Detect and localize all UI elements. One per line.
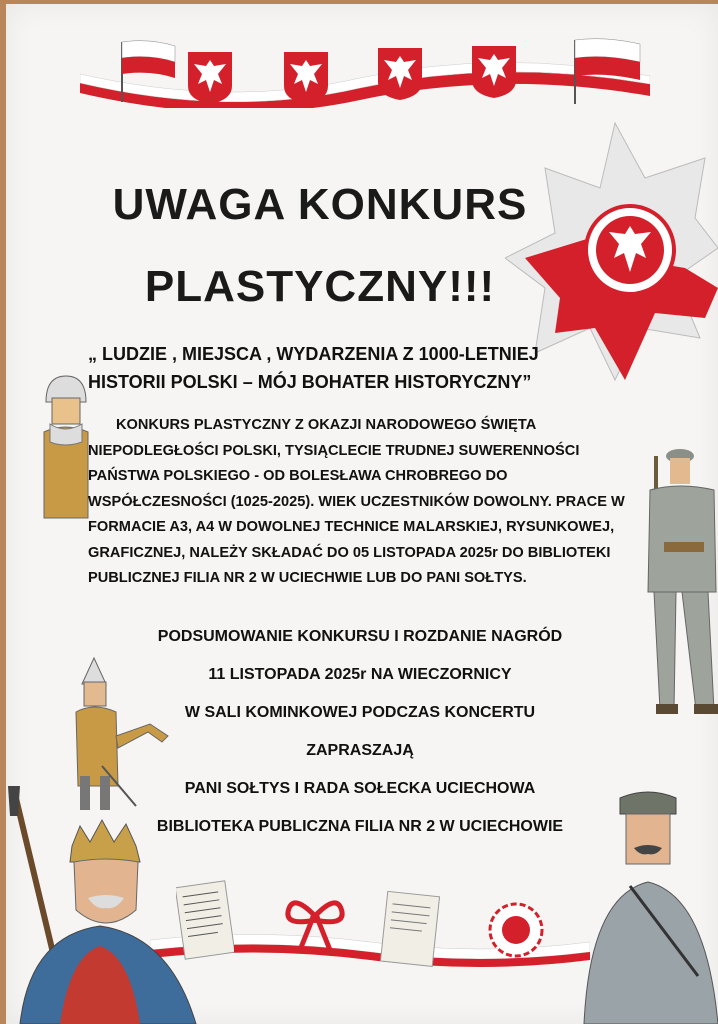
eagle-emblem bbox=[376, 46, 424, 100]
rosette-icon bbox=[488, 902, 544, 958]
ribbon-bow bbox=[282, 892, 348, 954]
summary-line-2: 11 LISTOPADA 2025r NA WIECZORNICY bbox=[208, 666, 512, 683]
marshal-figure bbox=[580, 786, 718, 1024]
knight-figure bbox=[40, 372, 90, 524]
flag-banner bbox=[80, 36, 650, 108]
contest-theme: „ LUDZIE , MIEJSCA , WYDARZENIA Z 1000-LETNIEJ HISTORII POLSKI – MÓJ BOHATER HISTORYCZNY” bbox=[88, 344, 539, 392]
summary-line-6: BIBLIOTEKA PUBLICZNA FILIA NR 2 W UCIECHOWIE bbox=[156, 818, 564, 835]
contest-description: KONKURS PLASTYCZNY Z OKAZJI NARODOWEGO ŚWIĘTA NIEPODLEGŁOŚCI POLSKI, TYSIĄCLECIE TRUDNEJ SUWERENNOŚCI PAŃSTWA POLSKIEGO - OD BOLESŁAWA CHROBREGO DO WSPÓŁCZESNOŚCI (1025-2025). WIEK UCZESTNIKÓW DOWOLNY. PRACE W FORMACIE A3, A4 W DOWOLNEJ TECHNICE MALARSKIEJ, RYSUNKOWEJ, GRAFICZNEJ, NALEŻY SKŁADAĆ DO 05 LISTOPADA 2025r DO BIBLIOTEKI PUBLICZNEJ FILIA NR 2 W UCIECHWIE LUB DO PANI SOŁTYS. bbox=[88, 417, 625, 586]
summary-line-1: PODSUMOWANIE KONKURSU I ROZDANIE NAGRÓD bbox=[157, 628, 563, 645]
king-figure bbox=[0, 786, 200, 1024]
summary-line-5: PANI SOŁTYS I RADA SOŁECKA UCIECHOWA bbox=[184, 780, 536, 797]
summary-line-3: W SALI KOMINKOWEJ PODCZAS KONCERTU bbox=[184, 704, 536, 721]
eagle-emblem bbox=[186, 50, 234, 104]
scroll-document bbox=[378, 888, 444, 970]
summary-line-4: ZAPRASZAJĄ bbox=[306, 742, 414, 759]
eagle-emblem bbox=[282, 50, 330, 104]
eagle-emblem bbox=[470, 44, 518, 98]
poster-title-line1: UWAGA KONKURS bbox=[112, 180, 528, 229]
flag-icon bbox=[575, 39, 640, 104]
poster-title-line2: PLASTYCZNY!!! bbox=[144, 262, 496, 311]
